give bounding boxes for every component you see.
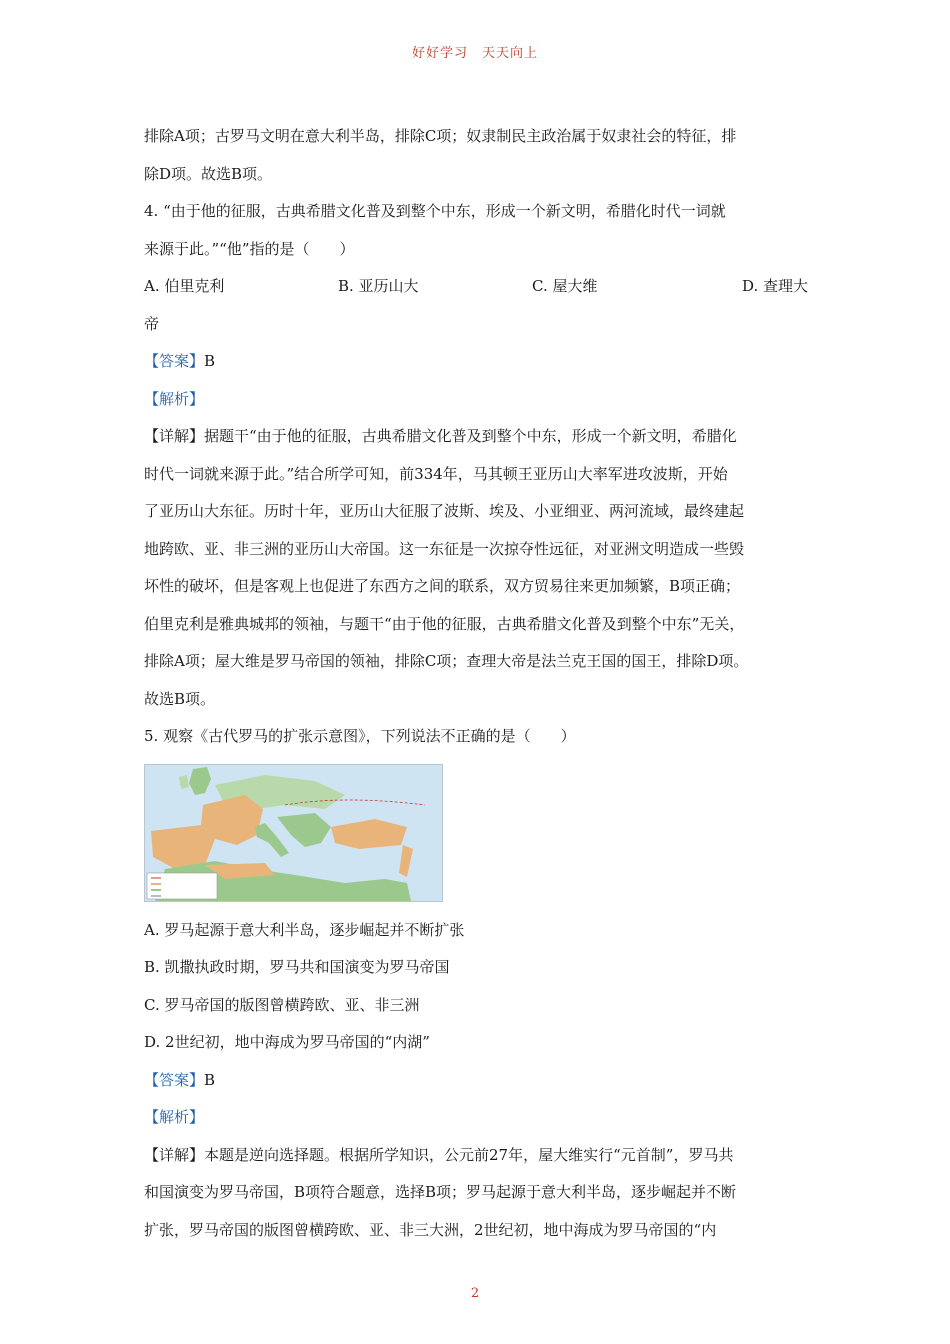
document-body xyxy=(144,118,808,1249)
question-5-stem: 5. 观察《古代罗马的扩张示意图》，下列说法不正确的是（ ） xyxy=(144,727,576,745)
question-4-options xyxy=(144,268,808,306)
option-d: D. 查理大 xyxy=(741,277,808,295)
question-4-answer xyxy=(144,343,808,381)
question-5-option-c: C. 罗马帝国的版图曾横跨欧、亚、非三洲 xyxy=(144,995,420,1014)
text-line: 伯里克利是雅典城邦的领袖，与题干“由于他的征服，古典希腊文化普及到整个中东”无关， xyxy=(144,614,745,633)
option-c: C. 屋大维 xyxy=(532,277,598,295)
question-5-answer xyxy=(144,1062,808,1100)
option-d-wrap: 帝 xyxy=(144,314,160,333)
text-line: 扩张，罗马帝国的版图曾横跨欧、亚、非三大洲，2世纪初，地中海成为罗马帝国的“内 xyxy=(144,1220,717,1239)
question-4-analysis-tag: 【解析】 xyxy=(144,389,205,408)
map-illustration xyxy=(145,765,442,901)
text-line: 时代一词就来源于此。”结合所学可知，前334年，马其顿王亚历山大率军进攻波斯，开始 xyxy=(144,464,728,483)
question-5-option-d: D. 2世纪初，地中海成为罗马帝国的“内湖” xyxy=(144,1033,430,1051)
question-5-option-b: B. 凯撒执政时期，罗马共和国演变为罗马帝国 xyxy=(144,958,450,976)
roman-expansion-map xyxy=(144,764,443,902)
detail-tag: 【详解】 xyxy=(144,427,205,445)
detail-text: 据题干“由于他的征服，古典希腊文化普及到整个中东，形成一个新文明，希腊化 xyxy=(204,427,737,445)
text-line: 坏性的破坏，但是客观上也促进了东西方之间的联系，双方贸易往来更加频繁，B项正确； xyxy=(144,577,741,595)
text-line: 和国演变为罗马帝国，B项符合题意，选择B项；罗马起源于意大利半岛，逐步崛起并不断 xyxy=(144,1183,737,1201)
question-4-stem: 4. “由于他的征服，古典希腊文化普及到整个中东，形成一个新文明，希腊化时代一词就 xyxy=(144,202,726,220)
question-4-stem-cont: 来源于此。”“他”指的是（ ） xyxy=(144,239,355,258)
answer-value: B xyxy=(204,352,216,370)
detail-text: 本题是逆向选择题。根据所学知识，公元前27年，屋大维实行“元首制”，罗马共 xyxy=(204,1145,734,1164)
text-line: 故选B项。 xyxy=(144,689,216,708)
answer-tag: 【答案】 xyxy=(144,352,205,370)
question-5-analysis-tag: 【解析】 xyxy=(144,1108,205,1126)
question-4-detail xyxy=(144,418,808,456)
question-5-option-a: A. 罗马起源于意大利半岛，逐步崛起并不断扩张 xyxy=(144,920,465,939)
text-line: 了亚历山大东征。历时十年，亚历山大征服了波斯、埃及、小亚细亚、两河流域，最终建起 xyxy=(144,502,745,520)
text-line: 除D项。故选B项。 xyxy=(144,164,273,183)
page-number: 2 xyxy=(470,1286,480,1301)
detail-tag: 【详解】 xyxy=(144,1145,205,1164)
option-a: A. 伯里克利 xyxy=(144,277,225,295)
text-line: 排除A项；古罗马文明在意大利半岛，排除C项；奴隶制民主政治属于奴隶社会的特征，排 xyxy=(144,127,737,145)
page-header: 好好学习 天天向上 xyxy=(411,46,538,61)
answer-tag: 【答案】 xyxy=(144,1070,205,1089)
option-b: B. 亚历山大 xyxy=(338,277,419,295)
answer-value: B xyxy=(204,1070,216,1089)
text-line: 地跨欧、亚、非三洲的亚历山大帝国。这一东征是一次掠夺性远征，对亚洲文明造成一些毁 xyxy=(144,539,745,558)
text-line: 排除A项；屋大维是罗马帝国的领袖，排除C项；查理大帝是法兰克王国的国王，排除D项。 xyxy=(144,652,749,670)
question-5-detail xyxy=(144,1137,808,1175)
